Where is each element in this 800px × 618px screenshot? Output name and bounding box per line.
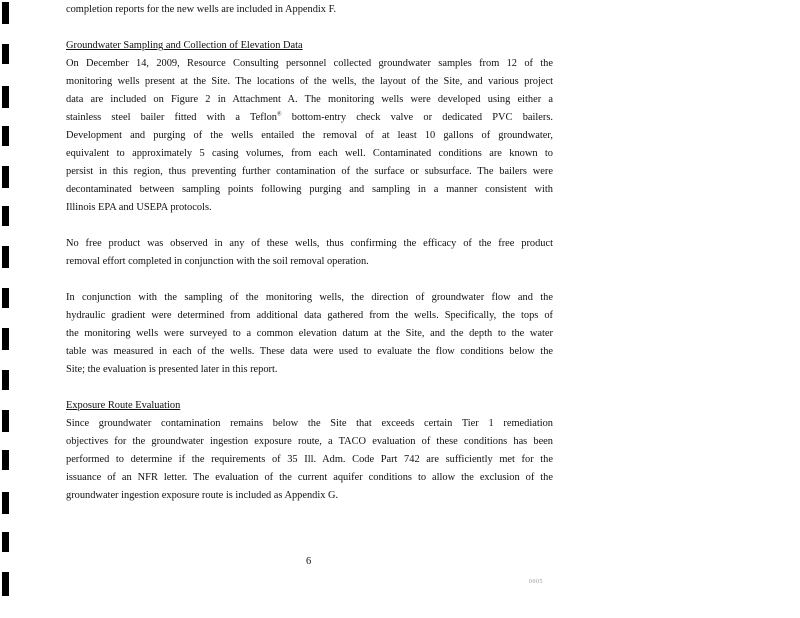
paragraph-exposure [66,415,553,505]
text-line: On December 14, 2009, Resource Consulting personnel collected groundwater samples from 12 of the [66,58,553,69]
paragraph-gradient [66,289,553,379]
intro-line: completion reports for the new wells are included in Appendix F. [66,4,337,15]
punch-mark [2,410,9,432]
section-heading-sampling: Groundwater Sampling and Collection of Elevation Data [66,40,303,51]
text-line: In conjunction with the sampling of the monitoring wells, the direction of groundwater flow and the [66,292,553,303]
text-line: No free product was observed in any of these wells, thus confirming the efficacy of the free product [66,238,553,249]
text-line: Since groundwater contamination remains below the Site that exceeds certain Tier 1 remediation [66,418,553,429]
registered-mark: ® [276,111,282,118]
punch-mark [2,126,9,146]
paragraph-sampling [66,55,553,217]
punch-mark [2,2,9,24]
text-line [66,109,553,127]
text-segment: stainless steel bailer fitted with a Teflon [66,112,277,123]
punch-mark [2,370,9,390]
paragraph-free-product [66,235,553,271]
punch-mark [2,572,9,596]
punch-mark [2,206,9,226]
punch-mark [2,450,9,470]
document-page [66,0,553,505]
punch-mark [2,328,9,350]
text-line: equivalent to approximately 5 casing volumes, from each well. Contaminated conditions are known to [66,148,553,159]
text-segment: bottom-entry check valve or dedicated PVC bailers. [281,112,553,123]
text-line: decontaminated between sampling points following purging and sampling in a manner consistent with [66,184,553,195]
text-line: hydraulic gradient were determined from additional data gathered from the wells. Specifically, the tops of [66,310,553,321]
document-stamp: 0005 [529,579,543,585]
punch-mark [2,246,9,268]
text-line: table was measured in each of the wells. These data were used to evaluate the flow conditions below the [66,346,553,357]
text-line: Development and purging of the wells entailed the removal of at least 10 gallons of groundwater, [66,130,553,141]
text-line: objectives for the groundwater ingestion exposure route, a TACO evaluation of these conditions has been [66,436,553,447]
punch-mark [2,532,9,552]
binding-margin [0,0,10,618]
text-line: Site; the evaluation is presented later in this report. [66,364,278,375]
text-line: groundwater ingestion exposure route is included as Appendix G. [66,490,339,501]
punch-mark [2,166,9,188]
text-line: performed to determine if the requirements of 35 Ill. Adm. Code Part 742 are sufficiently met for the [66,454,553,465]
text-line: the monitoring wells were surveyed to a common elevation datum at the Site, and the depth to the water [66,328,553,339]
text-line: Illinois EPA and USEPA protocols. [66,202,212,213]
text-line: monitoring wells present at the Site. The locations of the wells, the layout of the Site, and various project [66,76,553,87]
page-number: 6 [306,556,312,567]
text-line: removal effort completed in conjunction with the soil removal operation. [66,256,369,267]
punch-mark [2,86,9,108]
punch-mark [2,44,9,64]
punch-mark [2,492,9,514]
text-line: data are included on Figure 2 in Attachment A. The monitoring wells were developed using either a [66,94,553,105]
punch-mark [2,288,9,308]
text-line: issuance of an NFR letter. The evaluation of the current aquifer conditions to allow the exclusion of the [66,472,553,483]
text-line: persist in this region, thus preventing further contamination of the surface or subsurface. The bailers were [66,166,553,177]
section-heading-exposure: Exposure Route Evaluation [66,400,181,411]
